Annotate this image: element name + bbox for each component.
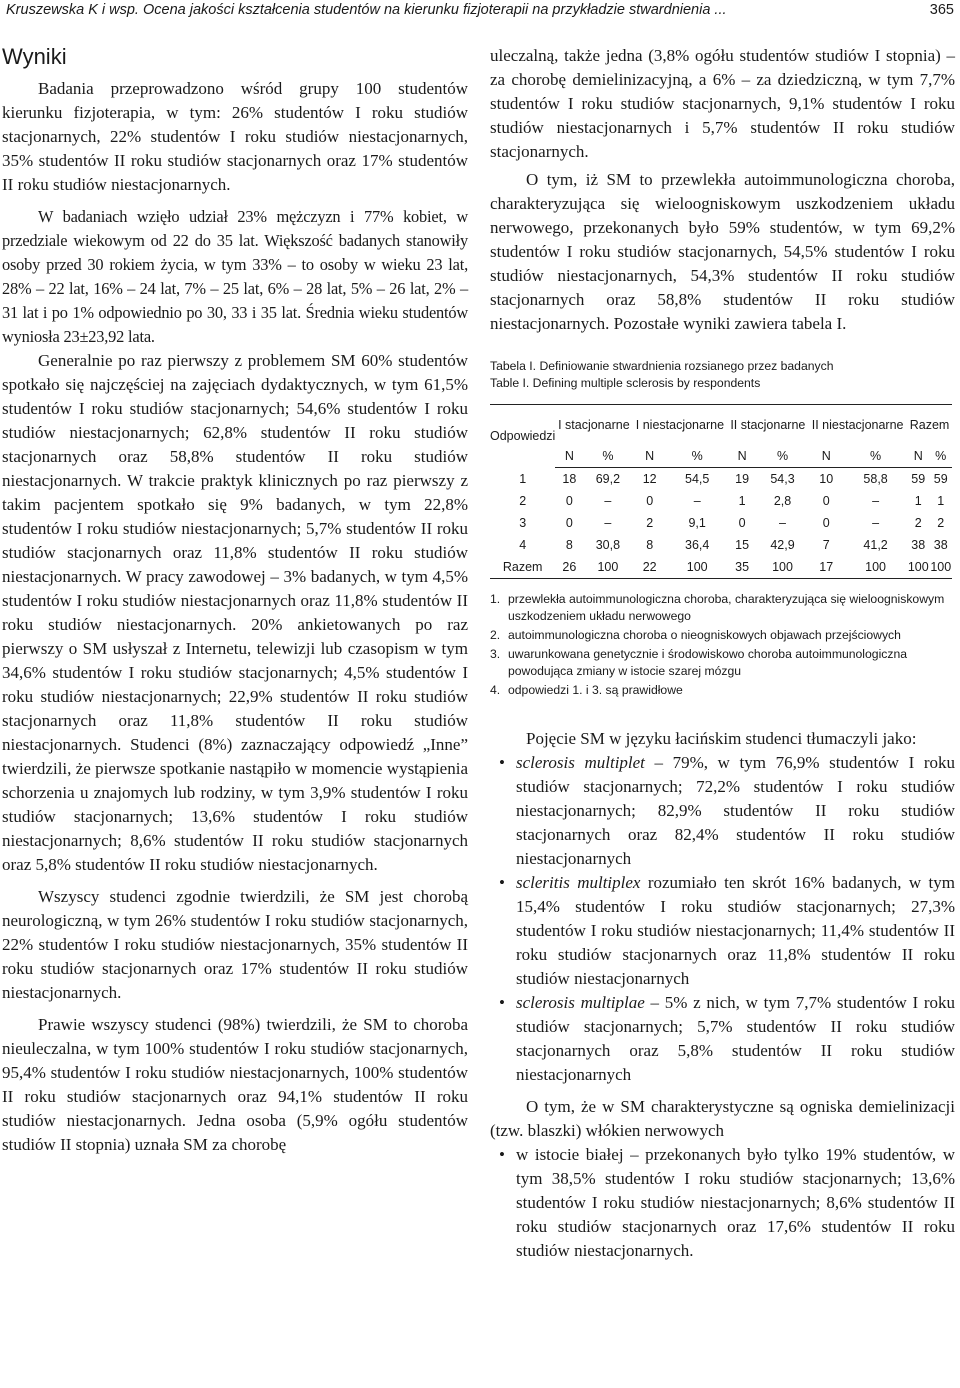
table-cell: 22 (632, 556, 667, 579)
table-cell: 18 (562, 472, 577, 486)
list-item (490, 751, 955, 871)
paragraph: O tym, iż SM to przewlekła autoimmunologiczna choroba, charakteryzująca się wieloogniskowym uszkodzeniem układu nerwowego, przekonanych było 59% studentów, w tym 69,2% studentów I roku studiów stacjonarnych, 54,5% studentów I roku studiów niestacjonarnych, 54,3% studentów II roku studiów stacjonarnych oraz 58,8% studentów II roku studiów niestacjonarnych. Pozostałe wyniki zawiera tabela I. (490, 170, 955, 333)
table-cell: 9,1 (688, 516, 706, 530)
table-cell: – (604, 494, 612, 508)
page-number: 365 (929, 2, 954, 18)
paragraph: W badaniach wzięło udział 23% mężczyzn i 77% kobiet, w przedziale wiekowym od 22 do 35 lat. Większość badanych stanowiły osoby przed 30 rokiem życia, w tym 33% – to osoby w wieku 23 lat, 28% – 22 lat, 16% – 24 lat, 7% – 25 lat, 6% – 28 lat, 5% – 26 lat, 2% – 31 lat i po 1% odpowiednio po 30, 33 i 35 lat. Średnia wieku studentów wyniosła 23±23,92 lata. (2, 207, 468, 346)
list-item (490, 591, 955, 625)
table-cell: 2 (937, 516, 945, 530)
table-cell: 15 (735, 538, 750, 552)
subheader-cell: N (632, 445, 667, 468)
table-cell: 54,3 (770, 472, 795, 486)
table-cell: – (693, 494, 701, 508)
bullet-list (490, 751, 955, 1087)
table-cell: 35 (727, 556, 756, 579)
table-cell: 0 (565, 516, 573, 530)
table-cell: 0 (822, 516, 830, 530)
list-item-text: autoimmunologiczna choroba o nieogniskowych objawach przejściowych (508, 628, 901, 642)
paragraph: Wszyscy studenci zgodnie twierdzili, że SM jest chorobą neurologiczną, w tym 26% studentów I roku studiów stacjonarnych, 22% studentów I roku studiów niestacjonarnych, 35% studentów II roku studiów stacjonarnych oraz 17% studentów II roku studiów niestacjonarnych. (2, 887, 468, 1002)
table-cell: 8 (646, 538, 654, 552)
table-cell: 41,2 (863, 538, 888, 552)
table-cell: 10 (819, 472, 834, 486)
latin-term: sclerosis multiplet (516, 753, 645, 772)
table-cell: 7 (822, 538, 830, 552)
subheader-row (490, 445, 952, 468)
table-cell: 100 (583, 556, 632, 579)
table-cell: 100 (929, 556, 952, 579)
table-cell: 100 (757, 556, 808, 579)
column-header: Razem (907, 405, 952, 446)
right-column (490, 44, 955, 1263)
list-item (490, 991, 955, 1087)
table-cell: 26 (555, 556, 583, 579)
list-item-number: 2. (490, 628, 501, 642)
table-cell: 30,8 (595, 538, 621, 552)
table-cell: – (604, 516, 612, 530)
table-cell: 58,8 (863, 472, 888, 486)
table-caption-en: Table I. Defining multiple sclerosis by respondents (490, 376, 761, 390)
paragraph: O tym, że w SM charakterystyczne są ogniska demielinizacji (tzw. blaszki) włókien nerwowych (490, 1097, 955, 1140)
paragraph: Prawie wszyscy studenci (98%) twierdzili, że SM to choroba nieuleczalna, w tym 100% studentów I roku studiów stacjonarnych, 95,4% studentów I roku studiów niestacjonarnych, 100% studentów II roku studiów stacjonarnych oraz 94,1% studentów II roku studiów niestacjonarnych. Jedna osoba (5,9% ogółu studentów studiów II stopnia) uznała SM za chorobę (2, 1015, 468, 1154)
list-item (490, 1143, 955, 1263)
table-row (490, 468, 952, 491)
bullet-icon: • (499, 993, 505, 1012)
subheader-cell: % (844, 445, 907, 468)
subheader-cell: N (555, 445, 583, 468)
list-item-text: rozumiało ten skrót 16% badanych, w tym 15,4% studentów I roku studiów stacjonarnych; 27,3% studentów I roku studiów niestacjonarnych; 11,4% studentów II roku studiów stacjonarnych oraz 11,8% studentów II roku studiów niestacjonarnych (516, 873, 955, 988)
table-cell: 2 (646, 516, 654, 530)
list-item (490, 627, 955, 644)
list-item (490, 682, 955, 699)
subheader-cell: N (907, 445, 929, 468)
table-caption-pl: Tabela I. Definiowanie stwardnienia rozsianego przez badanych (490, 359, 834, 373)
table-cell: 100 (907, 556, 929, 579)
bullet-list (490, 1143, 955, 1263)
table-cell: 36,4 (685, 538, 710, 552)
bullet-icon: • (499, 753, 505, 772)
column-header: II stacjonarne (727, 405, 808, 446)
table-cell: 0 (822, 494, 830, 508)
table-cell: 100 (844, 556, 907, 579)
subheader-cell: % (929, 445, 952, 468)
paragraph: uleczalną, także jedna (3,8% ogółu studentów studiów I stopnia) – za chorobę demielinizacyjną, a 6% – za dziedziczną, w tym 7,7% studentów I roku studiów stacjonarnych, 9,1% studentów I roku studiów niestacjonarnych i 5,7% studentów II roku studiów stacjonarnych. (490, 46, 955, 161)
table-cell: 2 (914, 516, 922, 530)
table-body (490, 468, 952, 579)
list-item-text: – 5% z nich, w tym 7,7% studentów I roku studiów stacjonarnych; 5,7% studentów II roku studiów stacjonarnych oraz 5,8% studentów II roku studiów niestacjonarnych (516, 993, 955, 1084)
section-title: Wyniki (2, 44, 67, 69)
list-item (490, 871, 955, 991)
table-cell: 69,2 (595, 472, 621, 486)
table-cell: Razem (490, 556, 555, 579)
bullet-icon: • (499, 873, 505, 892)
list-item-text: przewlekła autoimmunologiczna choroba, charakteryzująca się wieloogniskowym uszkodzeniem układu nerwowego (508, 592, 945, 623)
table-cell: 19 (735, 472, 750, 486)
list-item-text: uwarunkowana genetycznie i środowiskowo choroba autoimmunologiczna powodująca zmiany w istocie szarej mózgu (508, 647, 908, 678)
table-cell: 100 (667, 556, 728, 579)
column-header: II niestacjonarne (808, 405, 907, 446)
table-cell: 8 (565, 538, 573, 552)
paragraph: Pojęcie SM w języku łacińskim studenci tłumaczyli jako: (526, 729, 917, 748)
table-row (490, 490, 952, 512)
list-item-number: 4. (490, 683, 501, 697)
table-cell: 2,8 (773, 494, 792, 508)
subheader-cell: % (667, 445, 728, 468)
latin-term: sclerosis multiplae (516, 993, 645, 1012)
table-cell: 59 (933, 472, 948, 486)
table-cell: 0 (565, 494, 573, 508)
table-cell: – (872, 516, 880, 530)
latin-term: scleritis multiplex (516, 873, 641, 892)
column-header: I niestacjonarne (632, 405, 727, 446)
table-cell: 1 (738, 494, 746, 508)
data-table (490, 404, 952, 579)
table-cell: 38 (911, 538, 926, 552)
list-item-text: – 79%, w tym 76,9% studentów I roku studiów stacjonarnych; 72,2% studentów I roku studiów niestacjonarnych; 82,9% studentów II roku studiów stacjonarnych oraz 82,4% studentów II roku studiów niestacjonarnych (516, 753, 955, 868)
table-cell: 4 (519, 538, 527, 552)
table-cell: – (779, 516, 786, 530)
table-row (490, 556, 952, 579)
table-cell: 59 (911, 472, 926, 486)
table-cell: 2 (519, 494, 527, 508)
subheader-cell: N (727, 445, 756, 468)
table-cell: 3 (519, 516, 527, 530)
table-cell: 0 (646, 494, 654, 508)
column-header: I stacjonarne (555, 405, 632, 446)
answer-key-list (490, 591, 955, 699)
subheader-cell: % (757, 445, 808, 468)
table-cell: 1 (519, 471, 527, 486)
table-cell: 17 (808, 556, 844, 579)
table-cell: 12 (642, 472, 657, 486)
table-cell: 54,5 (685, 472, 710, 486)
list-item-text: odpowiedzi 1. i 3. są prawidłowe (508, 683, 683, 697)
table-cell: 38 (933, 538, 948, 552)
running-header (0, 0, 960, 22)
table-cell: 1 (914, 494, 922, 508)
list-item-number: 3. (490, 647, 501, 661)
paragraph: Badania przeprowadzono wśród grupy 100 studentów kierunku fizjoterapia, w tym: 26% studentów I roku studiów stacjonarnych, 22% studentów I roku studiów niestacjonarnych, 35% studentów II roku studiów stacjonarnych oraz 17% studentów II roku studiów niestacjonarnych. (2, 79, 468, 194)
list-item (490, 646, 955, 680)
list-item-number: 1. (490, 592, 501, 606)
table-row (490, 534, 952, 556)
column-header: Odpowiedzi (490, 405, 555, 468)
paragraph: Generalnie po raz pierwszy z problemem SM 60% studentów spotkało się najczęściej na zajęciach dydaktycznych, w tym 61,5% studentów I roku studiów stacjonarnych; 54,6% studentów I roku studiów niestacjonarnych; 62,8% studentów II roku studiów stacjonarnych oraz 58,8% studentów II roku studiów niestacjonarnych. W trakcie praktyk klinicznych po raz pierwszy z takim pacjentem spotkało się 9% badanych, w tym 22,8% studentów I roku studiów niestacjonarnych; 5,7% studentów II roku studiów stacjonarnych oraz 11,8% studentów II roku studiów niestacjonarnych. W pracy zawodowej – 3% badanych, w tym 4,5% studentów I roku studiów niestacjonarnych oraz 11,8% studentów II roku studiów niestacjonarnych. 20% ankietowanych po raz pierwszy o SM usłyszał z Internetu, telewizji lub czasopism w tym 34,6% studentów I roku studiów stacjonarnych; 4,5% studentów I roku studiów niestacjonarnych; 22,9% studentów II roku studiów stacjonarnych oraz 11,8% studentów II roku studiów niestacjonarnych. Studenci (8%) zaznaczający odpowiedź „Inne” twierdzili, że pierwsze spotkanie nastąpiło w momencie wystąpienia schorzenia u znajomych lub rodziny, w tym 3,9% studentów I roku studiów stacjonarnych; 13,6% studentów I roku studiów niestacjonarnych; 8,6% studentów II roku studiów stacjonarnych oraz 5,8% studentów II roku studiów niestacjonarnych. (2, 351, 468, 874)
running-title: Kruszewska K i wsp. Ocena jakości kształcenia studentów na kierunku fizjoterapii na przykładzie stwardnienia ... (6, 2, 727, 18)
table-row (490, 512, 952, 534)
left-column (2, 44, 468, 1157)
bullet-icon: • (499, 1145, 505, 1164)
table-cell: 42,9 (770, 538, 795, 552)
table-cell: 0 (738, 516, 746, 530)
subheader-cell: N (808, 445, 844, 468)
list-item-text: w istocie białej – przekonanych było tylko 19% studentów, w tym 38,5% studentów I roku studiów stacjonarnych; 13,6% studentów I roku studiów niestacjonarnych; 8,6% studentów II roku studiów stacjonarnych oraz 17,6% studentów II roku studiów niestacjonarnych. (516, 1145, 955, 1260)
table-cell: – (872, 494, 880, 508)
subheader-cell: % (583, 445, 632, 468)
table-cell: 1 (937, 494, 945, 508)
